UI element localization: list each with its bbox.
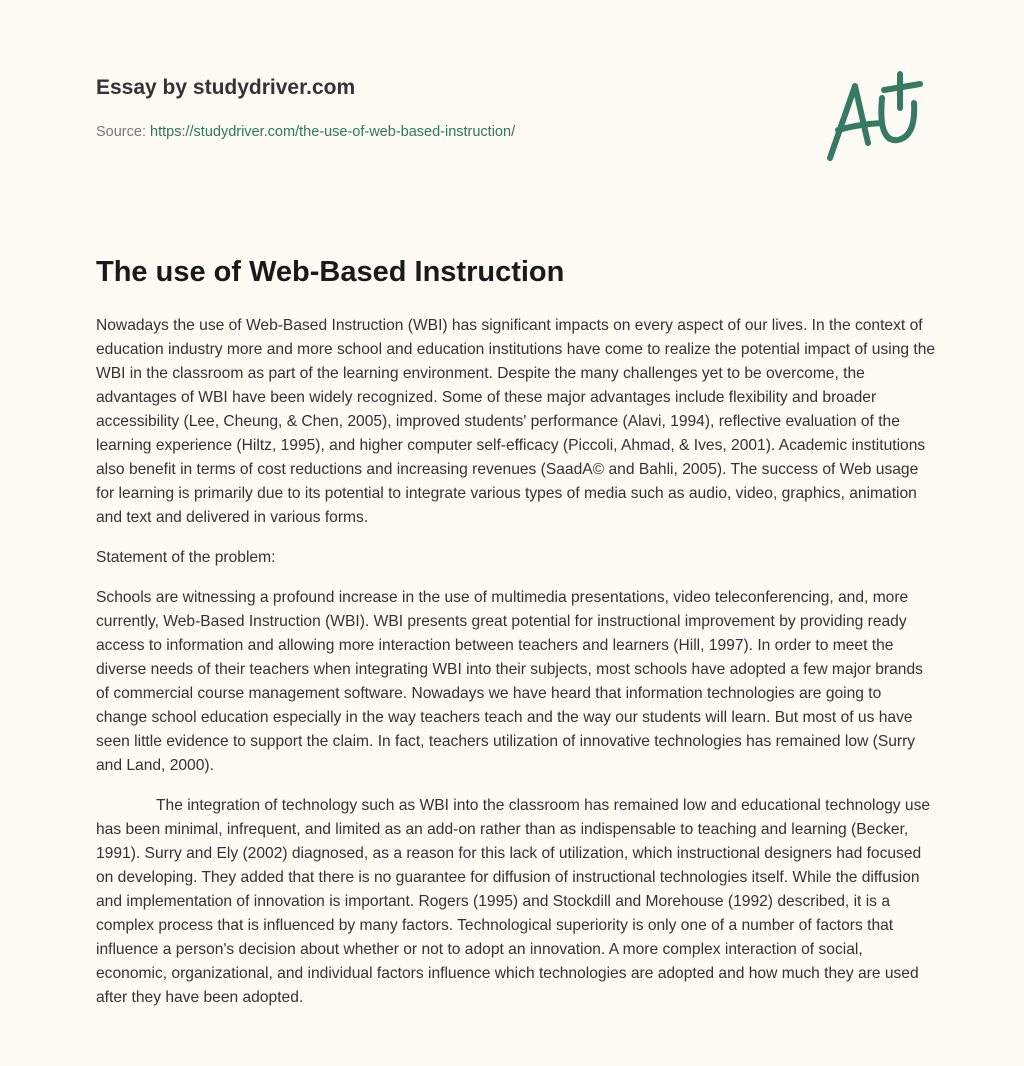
a-plus-logo xyxy=(820,68,930,168)
paragraph: Schools are witnessing a profound increase in the use of multimedia presentations, video teleconferencing, and, more currently, Web-Based Instruction (WBI). WBI presents great potential for instructional improvement by providing ready access to information and allowing more interaction between teachers and learners (Hill, 1997). In order to meet the diverse needs of their teachers when integrating WBI into their subjects, most schools have adopted a few major brands of commercial course management software. Nowadays we have heard that information technologies are going to change school education especially in the way teachers teach and the way our students will learn. But most of us have seen little evidence to support the claim. In fact, teachers utilization of innovative technologies has remained low (Surry and Land, 2000). xyxy=(96,589,923,774)
paragraph: Nowadays the use of Web-Based Instruction (WBI) has significant impacts on every aspect of our lives. In the context of education industry more and more school and education institutions have come to realize the potential impact of using the WBI in the classroom as part of the learning environment. Despite the many challenges yet to be overcome, the advantages of WBI have been widely recognized. Some of these major advantages include flexibility and broader accessibility (Lee, Cheung, & Chen, 2005), improved students' performance (Alavi, 1994), reflective evaluation of the learning experience (Hiltz, 1995), and higher computer self-efficacy (Piccoli, Ahmad, & Ives, 2001). Academic institutions also benefit in terms of cost reductions and increasing revenues (SaadA© and Bahli, 2005). The success of Web usage for learning is primarily due to its potential to integrate various types of media such as audio, video, graphics, animation and text and delivered in various forms. xyxy=(96,317,936,526)
site-brand: Essay by studydriver.com xyxy=(96,76,356,99)
essay-body xyxy=(96,314,936,1026)
paragraph: The integration of technology such as WBI into the classroom has remained low and educational technology use has been minimal, infrequent, and limited as an add-on rather than as indispensable to teaching and learning (Becker, 1991). Surry and Ely (2002) diagnosed, as a reason for this lack of utilization, which instructional designers had focused on developing. They added that there is no guarantee for diffusion of instructional technologies itself. While the diffusion and implementation of innovation is important. Rogers (1995) and Stockdill and Morehouse (1992) described, it is a complex process that is influenced by many factors. Technological superiority is only one of a number of factors that influence a person's decision about whether or not to adopt an innovation. A more complex interaction of social, economic, organizational, and individual factors influence which technologies are adopted and how much they are used after they have been adopted. xyxy=(96,797,931,1006)
source-link[interactable]: https://studydriver.com/the-use-of-web-based-instruction/ xyxy=(150,124,516,140)
source-line xyxy=(96,124,515,140)
source-label: Source: xyxy=(96,124,146,140)
section-heading: Statement of the problem: xyxy=(96,549,276,566)
essay-title: The use of Web-Based Instruction xyxy=(96,256,565,288)
